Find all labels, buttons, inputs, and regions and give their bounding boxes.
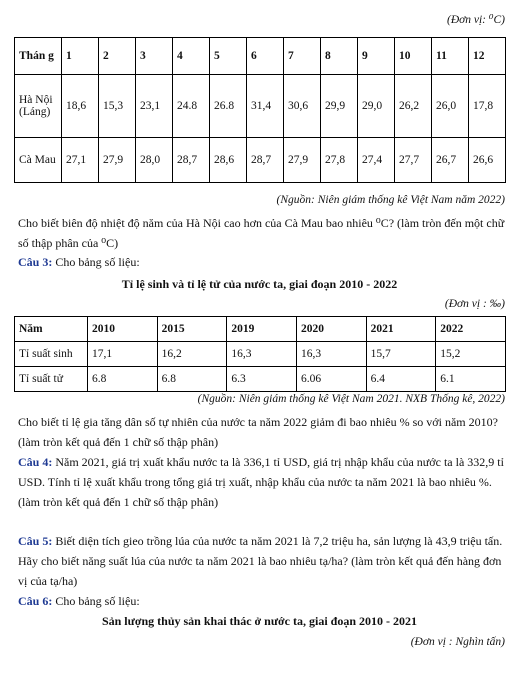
row-label: Tỉ suất sinh [15, 342, 88, 367]
table-cell: 27,1 [62, 138, 99, 183]
question-text: Năm 2021, giá trị xuất khẩu nước ta là 336,1 tỉ USD, giá trị nhập khẩu của nước ta là 332,9 tỉ USD. Tính tỉ lệ xuất khẩu trong tổng giá trị xuất, nhập khẩu của nước ta năm 2021 là bao nhiêu %. (làm tròn kết quả đến 1 chữ số thập phân) [18, 455, 504, 509]
table-header-cell: 1 [62, 38, 99, 75]
table3-title: Sản lượng thủy sản khai thác ở nước ta, giai đoạn 2010 - 2021 [101, 614, 418, 628]
table-header-cell: 6 [247, 38, 284, 75]
table-cell: 26,6 [469, 138, 506, 183]
question-3-text: Cho biết tỉ lệ gia tăng dân số tự nhiên của nước ta năm 2022 giảm đi bao nhiêu % so với năm 2010? (làm tròn kết quả đến 1 chữ số thập phân) [18, 415, 498, 449]
table-cell: 17,8 [469, 75, 506, 138]
table-header-cell: 2021 [366, 317, 436, 342]
row-label: Tỉ suất tử [15, 367, 88, 392]
question-text: Biết diện tích gieo trồng lúa của nước ta năm 2021 là 7,2 triệu ha, sản lượng là 43,9 triệu tấn. Hãy cho biết năng suất lúa của nước ta năm 2021 là bao nhiêu tạ/ha? (làm tròn kết quả đến hàng đơn vị của tạ/ha) [18, 534, 503, 588]
table-cell: 31,4 [247, 75, 284, 138]
table-cell: 23,1 [136, 75, 173, 138]
table-cell: 27,7 [395, 138, 432, 183]
table-header-cell: 9 [358, 38, 395, 75]
birth-death-rate-table [14, 316, 506, 392]
table-cell: 6.3 [227, 367, 297, 392]
table-header-cell: 2015 [157, 317, 227, 342]
question-2-text: Cho biết biên độ nhiệt độ năm của Hà Nội cao hơn của Cà Mau bao nhiêu ⁰C? (làm tròn đến một chữ số thập phân của ⁰C) [18, 216, 505, 250]
table-header-cell: Thán g [15, 38, 62, 75]
table-header-cell: 5 [210, 38, 247, 75]
table-header-row [15, 38, 506, 75]
question-label: Câu 3: [18, 255, 53, 269]
row-label: Hà Nội (Láng) [15, 75, 62, 138]
table-header-cell: 2022 [436, 317, 506, 342]
table-cell: 24.8 [173, 75, 210, 138]
table1-unit: (Đơn vị: ⁰C) [446, 14, 505, 26]
table-cell: 18,6 [62, 75, 99, 138]
table-cell: 28,7 [173, 138, 210, 183]
table-cell: 29,0 [358, 75, 395, 138]
question-label: Câu 5: [18, 534, 53, 548]
question-label: Câu 4: [18, 455, 53, 469]
table-cell: 6.4 [366, 367, 436, 392]
question-label: Câu 6: [18, 594, 53, 608]
table-cell: 28,6 [210, 138, 247, 183]
table3-unit: (Đơn vị : Nghìn tấn) [410, 636, 505, 648]
table2-source: (Nguồn: Niên giám thống kê Việt Nam 2021. NXB Thống kê, 2022) [197, 393, 505, 405]
table-cell: 17,1 [88, 342, 158, 367]
table-header-cell: 2 [99, 38, 136, 75]
table-header-cell: 12 [469, 38, 506, 75]
table-header-cell: Năm [15, 317, 88, 342]
row-label: Cà Mau [15, 138, 62, 183]
table-cell: 27,9 [284, 138, 321, 183]
table-cell: 26,0 [432, 75, 469, 138]
question-5 [18, 531, 506, 591]
table2-unit: (Đơn vị : ‰) [444, 298, 505, 310]
table-header-cell: 4 [173, 38, 210, 75]
table-cell: 15,7 [366, 342, 436, 367]
table-cell: 26,2 [395, 75, 432, 138]
temperature-table [14, 37, 506, 183]
table-header-cell: 2010 [88, 317, 158, 342]
table-header-cell: 11 [432, 38, 469, 75]
table-row [15, 342, 506, 367]
question-text: Cho bảng số liệu: [52, 594, 140, 608]
table-header-cell: 2020 [296, 317, 366, 342]
table-cell: 28,0 [136, 138, 173, 183]
table1-source: (Nguồn: Niên giám thống kê Việt Nam năm 2022) [276, 194, 505, 206]
table-cell: 16,3 [296, 342, 366, 367]
question-text: Cho bảng số liệu: [52, 255, 140, 269]
table-cell: 27,9 [99, 138, 136, 183]
table-cell: 27,8 [321, 138, 358, 183]
table-cell: 15,2 [436, 342, 506, 367]
table-cell: 29,9 [321, 75, 358, 138]
table-cell: 27,4 [358, 138, 395, 183]
table-cell: 30,6 [284, 75, 321, 138]
table2-title: Tỉ lệ sinh và tỉ lệ tử của nước ta, giai đoạn 2010 - 2022 [121, 277, 398, 291]
table-cell: 28,7 [247, 138, 284, 183]
question-3 [18, 252, 506, 272]
table-cell: 26.8 [210, 75, 247, 138]
table-cell: 16,2 [157, 342, 227, 367]
table-cell: 6.8 [88, 367, 158, 392]
table-row [15, 75, 506, 138]
table-header-cell: 3 [136, 38, 173, 75]
table-cell: 6.8 [157, 367, 227, 392]
table-cell: 16,3 [227, 342, 297, 367]
table-header-cell: 10 [395, 38, 432, 75]
table-header-cell: 7 [284, 38, 321, 75]
table-row [15, 367, 506, 392]
table-cell: 26,7 [432, 138, 469, 183]
table-cell: 6.1 [436, 367, 506, 392]
table-row [15, 138, 506, 183]
table-cell: 6.06 [296, 367, 366, 392]
question-6 [18, 591, 506, 611]
table-cell: 15,3 [99, 75, 136, 138]
table-header-row [15, 317, 506, 342]
table-header-cell: 2019 [227, 317, 297, 342]
table-header-cell: 8 [321, 38, 358, 75]
question-4 [18, 452, 506, 512]
